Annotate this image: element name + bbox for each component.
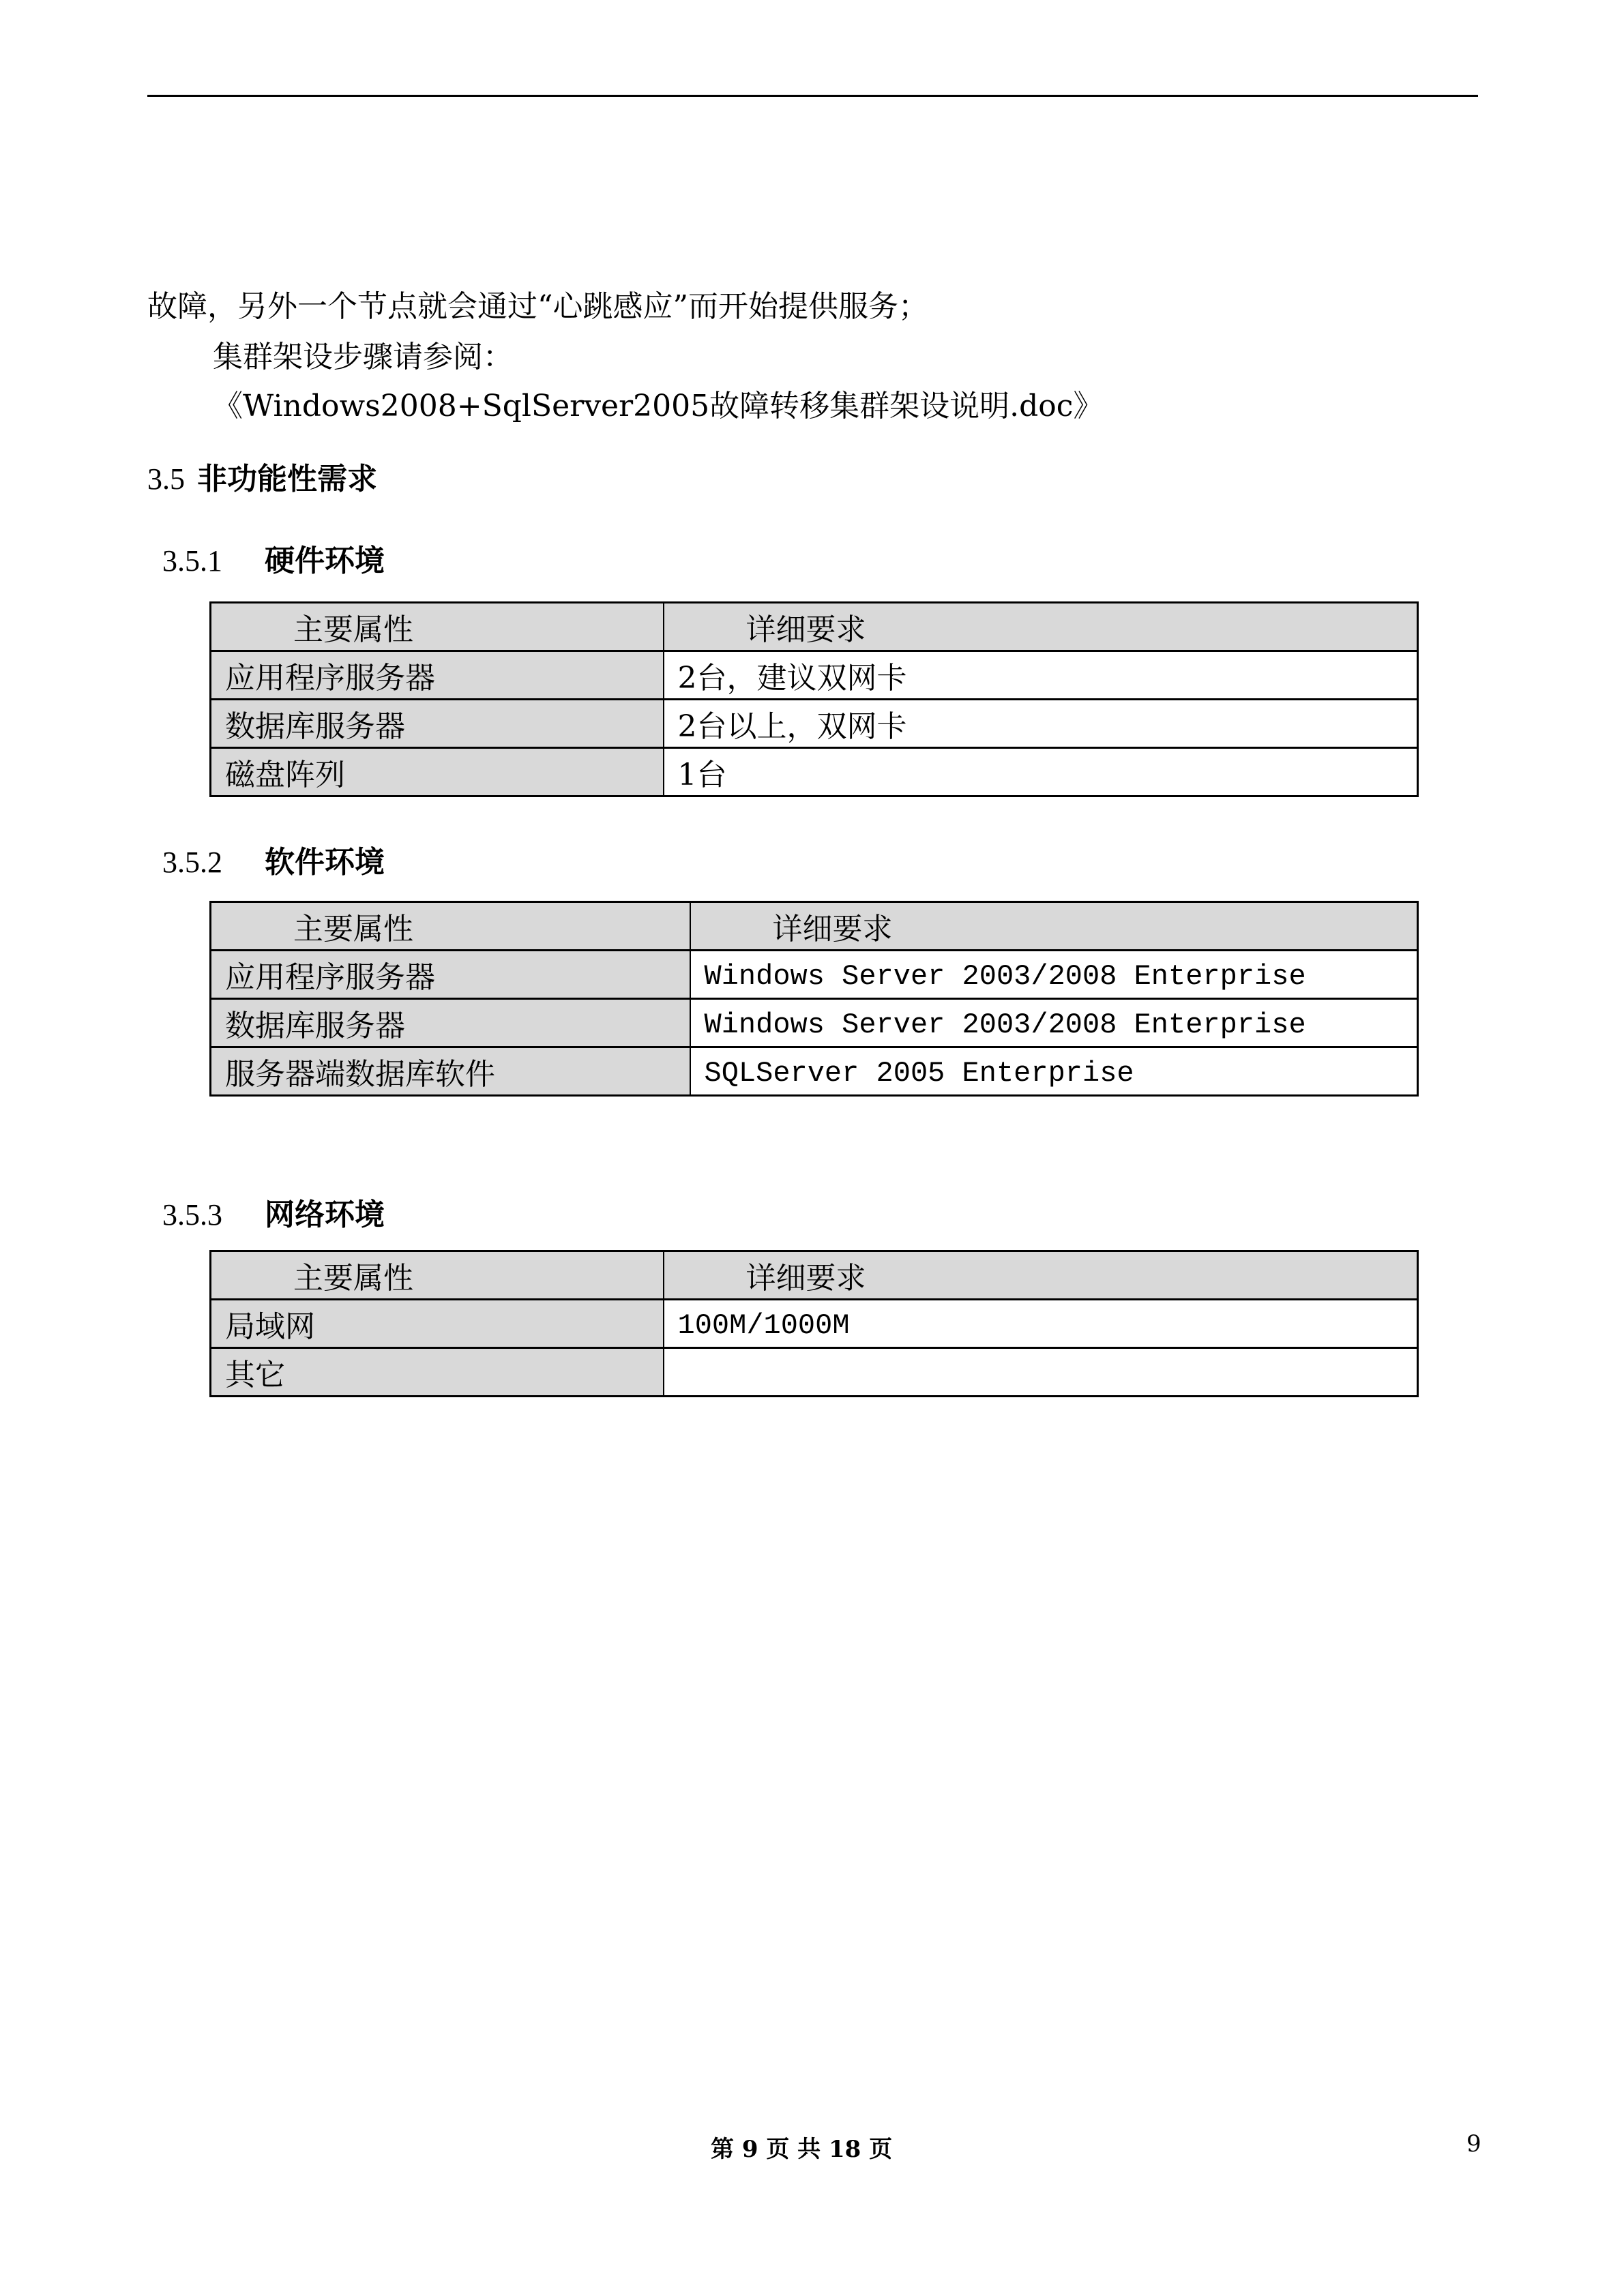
- subsection-heading-3-5-3: [162, 1190, 385, 1234]
- subsection-number: 3.5.1: [162, 544, 222, 578]
- subsection-title: 硬件环境: [265, 543, 385, 578]
- network-table: [209, 1250, 1419, 1397]
- body-paragraph-continuation: 故障，另外一个节点就会通过“心跳感应”而开始提供服务；: [147, 289, 928, 324]
- table-row: [211, 1300, 1418, 1348]
- subsection-title: 网络环境: [265, 1197, 385, 1232]
- cell-attribute: 应用程序服务器: [211, 651, 664, 700]
- cell-attribute: 服务器端数据库软件: [211, 1047, 690, 1096]
- software-table: [209, 901, 1419, 1097]
- cell-requirement: 2台以上，双网卡: [664, 700, 1418, 748]
- footer-page-info: 第 9 页 共 18 页: [711, 2136, 893, 2163]
- cell-requirement: 1台: [664, 748, 1418, 796]
- cell-requirement-text: SQLServer 2005 Enterprise: [704, 1056, 1134, 1090]
- cell-requirement-text: Windows Server 2003/2008 Enterprise: [704, 959, 1306, 993]
- header-cell-requirement: 详细要求: [664, 603, 1418, 651]
- cell-requirement: [690, 951, 1418, 999]
- cell-requirement-text: 100M/1000M: [677, 1309, 850, 1342]
- table-row: [211, 951, 1418, 999]
- header-cell-requirement: 详细要求: [664, 1251, 1418, 1300]
- subsection-heading-3-5-2: [162, 837, 385, 881]
- cell-attribute: 局域网: [211, 1300, 664, 1348]
- section-title: 非功能性需求: [197, 462, 377, 496]
- subsection-title: 软件环境: [265, 845, 385, 880]
- table-header-row: [211, 1251, 1418, 1300]
- cell-attribute: 其它: [211, 1348, 664, 1397]
- body-paragraph-reference-intro: 集群架设步骤请参阅：: [213, 340, 513, 374]
- header-rule: [147, 95, 1478, 97]
- hardware-table: [209, 601, 1419, 797]
- cell-attribute: 数据库服务器: [211, 700, 664, 748]
- table-row: [211, 999, 1418, 1047]
- cell-attribute: 数据库服务器: [211, 999, 690, 1047]
- section-heading-3-5: [147, 454, 377, 498]
- table-row: [211, 651, 1418, 700]
- section-number: 3.5: [147, 462, 185, 496]
- table-row: [211, 1348, 1418, 1397]
- cell-requirement: [664, 1348, 1418, 1397]
- header-cell-attribute: 主要属性: [211, 902, 690, 951]
- table-row: [211, 748, 1418, 796]
- footer-page-number: 9: [1466, 2130, 1481, 2158]
- table-row: [211, 700, 1418, 748]
- header-cell-attribute: 主要属性: [211, 603, 664, 651]
- cell-requirement: [664, 1300, 1418, 1348]
- header-cell-attribute: 主要属性: [211, 1251, 664, 1300]
- header-cell-requirement: 详细要求: [690, 902, 1418, 951]
- subsection-number: 3.5.2: [162, 846, 222, 879]
- cell-attribute: 应用程序服务器: [211, 951, 690, 999]
- table-header-row: [211, 902, 1418, 951]
- cell-requirement-text: Windows Server 2003/2008 Enterprise: [704, 1008, 1306, 1041]
- subsection-heading-3-5-1: [162, 536, 385, 580]
- document-reference: [213, 386, 1103, 427]
- cell-attribute: 磁盘阵列: [211, 748, 664, 796]
- subsection-number: 3.5.3: [162, 1198, 222, 1232]
- cell-requirement: 2台，建议双网卡: [664, 651, 1418, 700]
- table-header-row: [211, 603, 1418, 651]
- table-row: [211, 1047, 1418, 1096]
- cell-requirement: [690, 1047, 1418, 1096]
- cell-requirement: [690, 999, 1418, 1047]
- document-reference-text: 《Windows2008+SqlServer2005故障转移集群架设说明.doc》: [213, 389, 1104, 423]
